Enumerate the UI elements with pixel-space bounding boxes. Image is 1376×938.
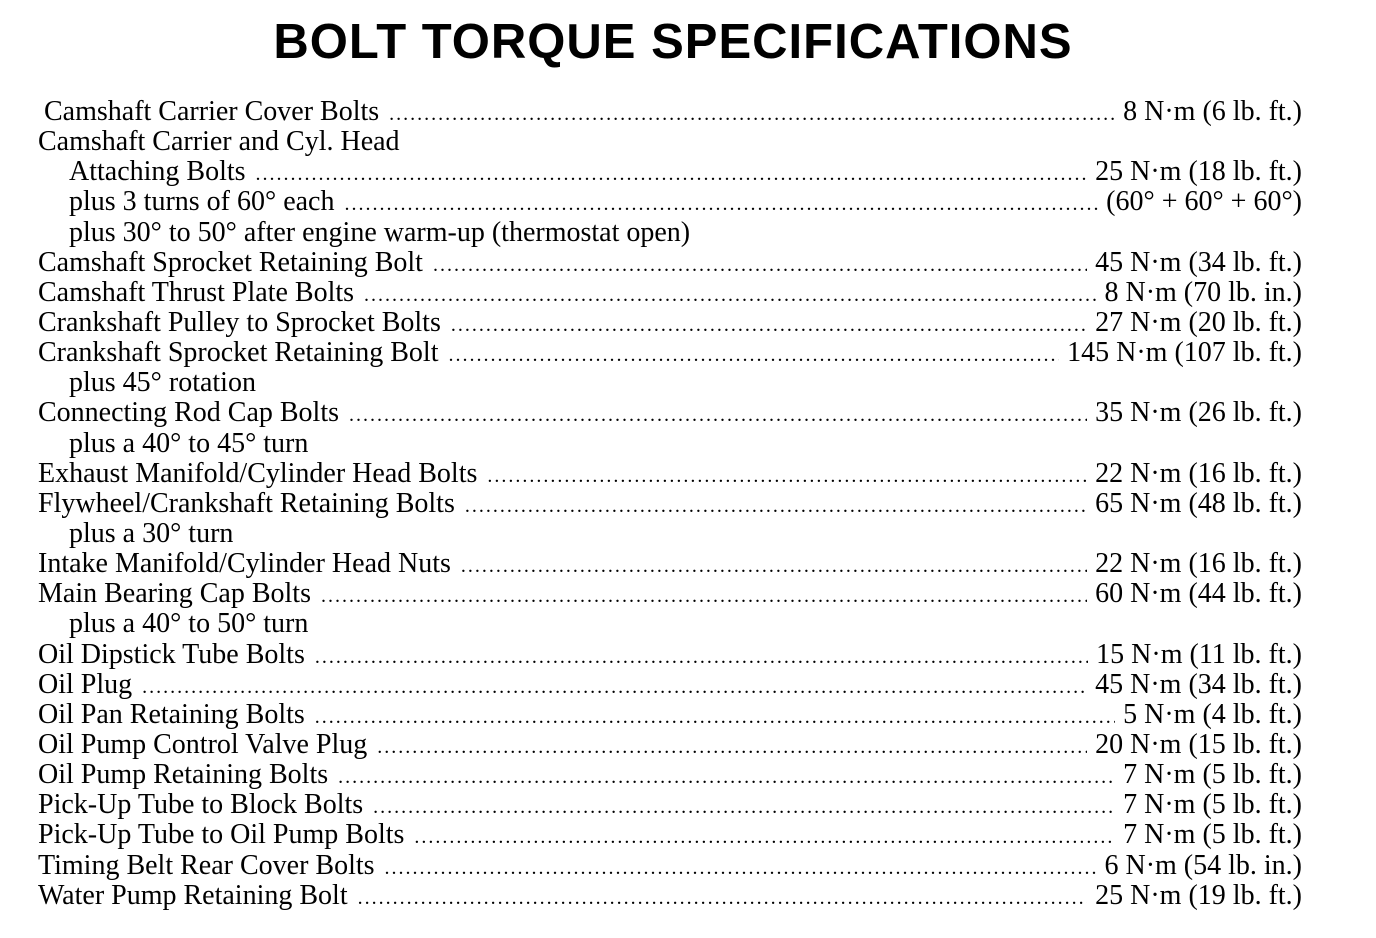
- dot-leader: [338, 762, 1115, 792]
- spec-torque-value: 22 N·m (16 lb. ft.): [1095, 457, 1302, 489]
- spec-label: plus 3 turns of 60° each: [69, 186, 335, 218]
- spec-torque-value: 6 N·m (54 lb. in.): [1104, 849, 1302, 881]
- spec-row: [38, 127, 1302, 157]
- spec-label: Camshaft Thrust Plate Bolts: [38, 276, 355, 308]
- spec-label: Pick-Up Tube to Block Bolts: [38, 789, 364, 821]
- spec-label: Oil Pan Retaining Bolts: [38, 698, 305, 730]
- spec-label: plus 30° to 50° after engine warm-up (thermostat open): [69, 216, 691, 248]
- spec-label: plus 45° rotation: [69, 367, 256, 399]
- spec-row: [38, 700, 1302, 730]
- spec-label: Flywheel/Crankshaft Retaining Bolts: [38, 487, 455, 519]
- spec-row: [38, 429, 1302, 459]
- spec-row: [38, 97, 1302, 127]
- spec-label: plus a 40° to 50° turn: [69, 608, 309, 640]
- dot-leader: [364, 280, 1096, 310]
- spec-label: Camshaft Carrier and Cyl. Head: [38, 126, 400, 158]
- dot-leader: [321, 581, 1087, 611]
- spec-torque-value: 8 N·m (6 lb. ft.): [1123, 96, 1302, 127]
- dot-leader: [451, 310, 1087, 340]
- page-title: BOLT TORQUE SPECIFICATIONS: [273, 15, 1073, 69]
- spec-row: [38, 579, 1302, 609]
- spec-torque-value: 20 N·m (15 lb. ft.): [1095, 728, 1302, 760]
- spec-torque-value: 5 N·m (4 lb. ft.): [1123, 698, 1302, 730]
- spec-row: [38, 820, 1302, 850]
- spec-label: Oil Pump Control Valve Plug: [38, 728, 368, 760]
- dot-leader: [449, 340, 1060, 370]
- spec-torque-value: 22 N·m (16 lb. ft.): [1095, 548, 1302, 580]
- spec-label: Main Bearing Cap Bolts: [38, 578, 311, 610]
- spec-row: [38, 851, 1302, 881]
- spec-row: [38, 187, 1302, 217]
- spec-torque-value: 45 N·m (34 lb. ft.): [1095, 668, 1302, 700]
- dot-leader: [414, 822, 1115, 852]
- spec-label: Crankshaft Pulley to Sprocket Bolts: [38, 306, 441, 338]
- spec-label: Attaching Bolts: [69, 156, 246, 188]
- dot-leader: [315, 702, 1115, 732]
- spec-label: Oil Pump Retaining Bolts: [38, 759, 329, 791]
- spec-row: [38, 157, 1302, 187]
- spec-row: [38, 308, 1302, 338]
- spec-label: Camshaft Carrier Cover Bolts: [44, 96, 380, 127]
- dot-leader: [142, 672, 1087, 702]
- spec-label: plus a 30° turn: [69, 517, 234, 549]
- spec-row: [38, 640, 1302, 670]
- spec-torque-value: 7 N·m (5 lb. ft.): [1123, 789, 1302, 821]
- dot-leader: [344, 189, 1098, 219]
- spec-row: [38, 459, 1302, 489]
- spec-torque-value: 45 N·m (34 lb. ft.): [1095, 246, 1302, 278]
- spec-torque-value: 35 N·m (26 lb. ft.): [1095, 397, 1302, 429]
- dot-leader: [487, 461, 1087, 491]
- spec-row: [38, 790, 1302, 820]
- spec-torque-value: (60° + 60° + 60°): [1106, 186, 1302, 218]
- spec-row: [38, 670, 1302, 700]
- spec-row: [38, 730, 1302, 760]
- dot-leader: [373, 792, 1115, 822]
- spec-row: [38, 881, 1302, 911]
- spec-torque-value: 65 N·m (48 lb. ft.): [1095, 487, 1302, 519]
- spec-label: Intake Manifold/Cylinder Head Nuts: [38, 548, 451, 580]
- spec-label: Pick-Up Tube to Oil Pump Bolts: [38, 819, 405, 851]
- spec-row: [38, 368, 1302, 398]
- spec-torque-value: 7 N·m (5 lb. ft.): [1123, 819, 1302, 851]
- spec-row: [38, 549, 1302, 579]
- spec-label: Oil Plug: [38, 668, 133, 700]
- spec-label: Oil Dipstick Tube Bolts: [38, 638, 305, 670]
- spec-label: Exhaust Manifold/Cylinder Head Bolts: [38, 457, 478, 489]
- dot-leader: [465, 491, 1087, 521]
- spec-row: [38, 248, 1302, 278]
- spec-torque-value: 27 N·m (20 lb. ft.): [1095, 306, 1302, 338]
- torque-spec-list: [38, 97, 1302, 911]
- spec-label: Timing Belt Rear Cover Bolts: [38, 849, 375, 881]
- spec-torque-value: 7 N·m (5 lb. ft.): [1123, 759, 1302, 791]
- dot-leader: [256, 159, 1088, 189]
- spec-row: [38, 398, 1302, 428]
- spec-row: [38, 218, 1302, 248]
- spec-torque-value: 145 N·m (107 lb. ft.): [1067, 337, 1302, 369]
- spec-torque-value: 25 N·m (19 lb. ft.): [1095, 879, 1302, 911]
- spec-label: Connecting Rod Cap Bolts: [38, 397, 339, 429]
- spec-torque-value: 15 N·m (11 lb. ft.): [1096, 638, 1302, 670]
- spec-row: [38, 760, 1302, 790]
- spec-row: [38, 489, 1302, 519]
- dot-leader: [433, 250, 1087, 280]
- spec-torque-value: 25 N·m (18 lb. ft.): [1095, 156, 1302, 188]
- spec-label: Camshaft Sprocket Retaining Bolt: [38, 246, 423, 278]
- spec-row: [38, 338, 1302, 368]
- spec-torque-value: 8 N·m (70 lb. in.): [1104, 276, 1302, 308]
- dot-leader: [385, 853, 1097, 883]
- dot-leader: [461, 551, 1087, 581]
- dot-leader: [315, 642, 1088, 672]
- spec-row: [38, 278, 1302, 308]
- spec-label: Water Pump Retaining Bolt: [38, 879, 348, 911]
- spec-torque-value: 60 N·m (44 lb. ft.): [1095, 578, 1302, 610]
- spec-label: Crankshaft Sprocket Retaining Bolt: [38, 337, 439, 369]
- dot-leader: [358, 883, 1088, 913]
- spec-label: plus a 40° to 45° turn: [69, 427, 309, 459]
- dot-leader: [377, 732, 1087, 762]
- dot-leader: [349, 400, 1087, 430]
- spec-row: [38, 609, 1302, 639]
- dot-leader: [389, 99, 1115, 129]
- spec-row: [38, 519, 1302, 549]
